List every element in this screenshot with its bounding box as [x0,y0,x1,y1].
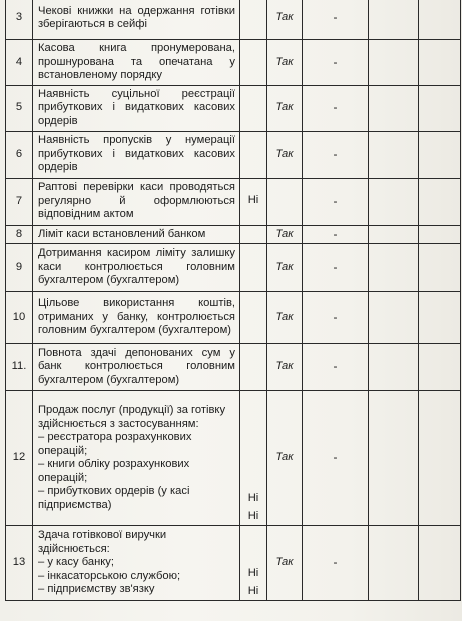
empty-cell [369,0,419,40]
answer-yes-cell [267,178,303,225]
empty-cell [419,225,461,244]
answer-no-cell [240,391,267,526]
empty-cell [419,344,461,391]
audit-checklist-table [5,0,461,601]
row-description: Касова книга пронумерована, прошнурована та опечатана у встановленому порядку [33,40,240,86]
answer-yes-cell: Так [267,391,303,526]
row-description: Наявність пропусків у нумерації прибуткових і видаткових касових ордерів [33,131,240,178]
table-row [6,131,461,178]
row-number: 11. [6,344,33,391]
empty-cell [369,244,419,292]
answer-no-cell [240,244,267,292]
empty-cell [419,131,461,178]
table-row [6,391,461,526]
answer-no-cell: Ні [240,178,267,225]
answer-no-cell [240,131,267,178]
description-line: – інкасаторською службою; [38,569,181,582]
description-line: Продаж послуг (продукції) за готівку здійснюється з застосуванням: [38,404,226,430]
answer-no-cell [240,0,267,40]
table-row [6,225,461,244]
description-line: – у касу банку; [38,556,114,569]
table-row [6,85,461,131]
empty-cell [369,526,419,601]
empty-cell [369,225,419,244]
answer-no-cell [240,292,267,344]
answer-no-cell [240,40,267,86]
answer-no-mark: Ні [247,584,259,597]
empty-cell [419,0,461,40]
empty-cell [369,344,419,391]
answer-yes-cell: Так [267,526,303,601]
dash-cell: - [303,244,369,292]
empty-cell [419,292,461,344]
table-row [6,40,461,86]
row-number: 4 [6,40,33,86]
row-description [33,391,240,526]
row-description: Ліміт каси встановлений банком [33,225,240,244]
empty-cell [369,391,419,526]
row-number: 10 [6,292,33,344]
empty-cell [369,178,419,225]
answer-yes-cell: Так [267,0,303,40]
row-number: 5 [6,85,33,131]
dash-cell: - [303,391,369,526]
answer-no-cell [240,225,267,244]
table-row [6,344,461,391]
dash-cell: - [303,526,369,601]
answer-yes-cell: Так [267,225,303,244]
description-line: – реєстратора розрахункових операцій; [38,431,192,457]
row-description: Цільове використання коштів, отриманих у банку, контролюється головним бухгалтером (бухгалтером) [33,292,240,344]
row-description: Дотримання касиром ліміту залишку каси контролюється головним бухгалтером (бухгалтером) [33,244,240,292]
description-line: – прибуткових ордерів (у касі підприємства) [38,485,190,511]
empty-cell [419,178,461,225]
dash-cell: - [303,225,369,244]
description-line: – книги обліку розрахункових операцій; [38,458,190,484]
row-number: 8 [6,225,33,244]
empty-cell [419,244,461,292]
row-number: 12 [6,391,33,526]
table-row [6,292,461,344]
answer-yes-cell: Так [267,85,303,131]
dash-cell: - [303,131,369,178]
empty-cell [369,292,419,344]
dash-cell: - [303,178,369,225]
empty-cell [419,526,461,601]
answer-no-cell [240,526,267,601]
row-description: Наявність суцільної реєстрації прибуткових і видаткових касових ордерів [33,85,240,131]
row-number: 9 [6,244,33,292]
dash-cell: - [303,344,369,391]
empty-cell [369,85,419,131]
row-number: 7 [6,178,33,225]
row-description [33,526,240,601]
empty-cell [369,40,419,86]
dash-cell: - [303,40,369,86]
answer-yes-cell: Так [267,244,303,292]
table-row [6,244,461,292]
table-row [6,178,461,225]
answer-yes-cell: Так [267,292,303,344]
empty-cell [369,131,419,178]
row-description: Раптові перевірки каси проводяться регулярно й оформлюються відповідним актом [33,178,240,225]
empty-cell [419,391,461,526]
dash-cell: - [303,292,369,344]
row-description: Повнота здачі депонованих сум у банк контролюється головним бухгалтером (бухгалтером) [33,344,240,391]
answer-no-mark: Ні [247,492,259,504]
table-row [6,526,461,601]
description-line: – підприємству зв'язку [38,583,155,596]
dash-cell: - [303,85,369,131]
empty-cell [419,85,461,131]
row-number: 3 [6,0,33,40]
dash-cell: - [303,0,369,40]
answer-yes-cell: Так [267,131,303,178]
answer-no-cell [240,85,267,131]
answer-yes-cell: Так [267,40,303,86]
answer-yes-cell: Так [267,344,303,391]
table-row [6,0,461,40]
answer-no-mark: Ні [247,509,259,522]
row-number: 13 [6,526,33,601]
answer-no-cell [240,344,267,391]
row-number: 6 [6,131,33,178]
row-description: Чекові книжки на одержання готівки зберігаються в сейфі [33,0,240,40]
answer-no-mark: Ні [247,567,259,579]
description-line: Здача готівкової виручки здійснюється: [38,529,167,555]
empty-cell [419,40,461,86]
